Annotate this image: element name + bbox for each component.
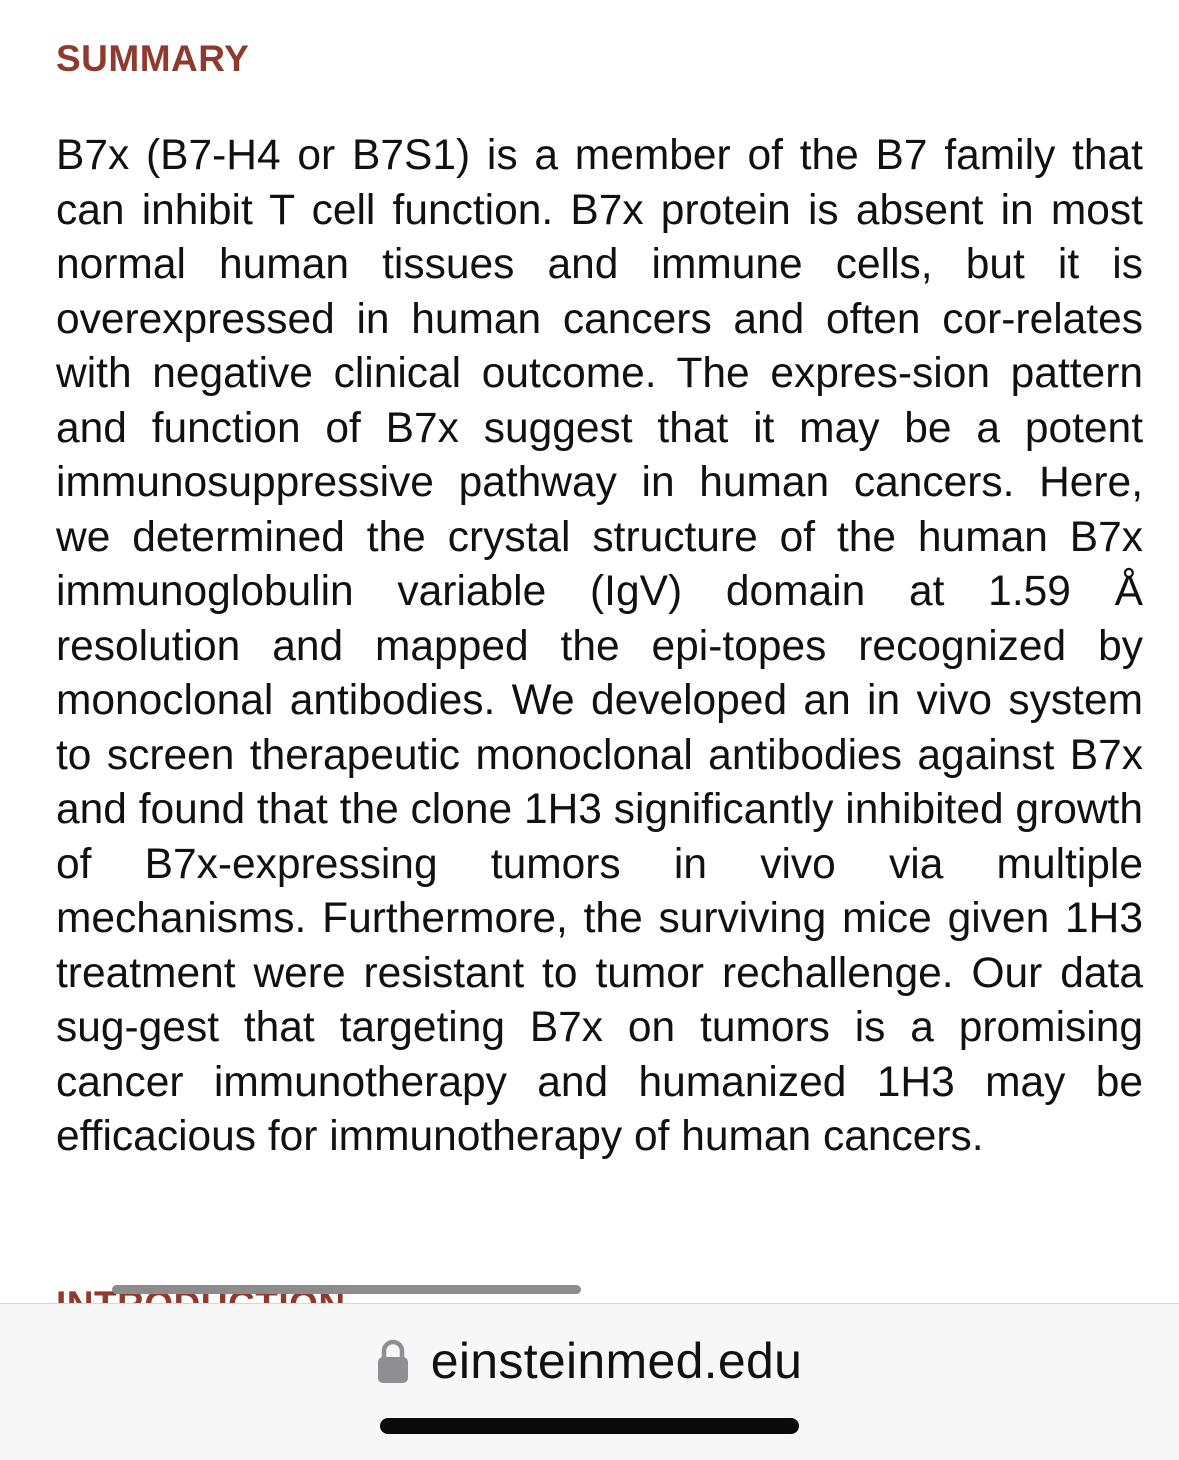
lock-icon [377, 1338, 409, 1384]
summary-paragraph: B7x (B7-H4 or B7S1) is a member of the B7 family that can inhibit T cell function. B7x protein is absent in most normal human tissues and immune cells, but it is overexpressed in human cancers and often cor-relates with negative clinical outcome. The expres-sion pattern and function of B7x suggest that it may be a potent immunosuppressive pathway in human cancers. Here, we determined the crystal structure of the human B7x immunoglobulin variable (IgV) domain at 1.59 Å resolution and mapped the epi-topes recognized by monoclonal antibodies. We developed an in vivo system to screen therapeutic monoclonal antibodies against B7x and found that the clone 1H3 significantly inhibited growth of B7x-expressing tumors in vivo via multiple mechanisms. Furthermore, the surviving mice given 1H3 treatment were resistant to tumor rechallenge. Our data sug-gest that targeting B7x on tumors is a promising cancer immunotherapy and humanized 1H3 may be efficacious for immunotherapy of human cancers. [56, 132, 1143, 1160]
address-bar[interactable] [0, 1330, 1179, 1392]
url-text[interactable]: einsteinmed.edu [430, 1333, 803, 1389]
scroll-indicator[interactable] [112, 1285, 581, 1294]
summary-heading: SUMMARY [56, 38, 250, 79]
home-indicator[interactable] [380, 1418, 799, 1434]
